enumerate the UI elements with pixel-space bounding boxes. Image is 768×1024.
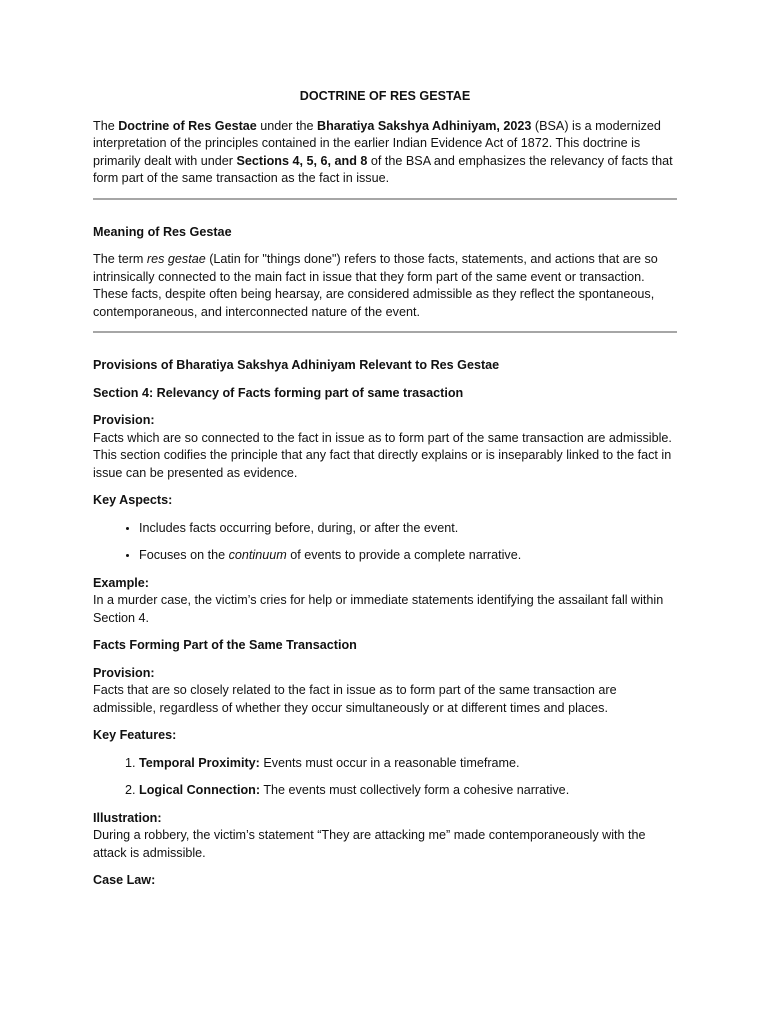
provision-label: Provision: [93,413,155,427]
intro-bold-act: Bharatiya Sakshya Adhiniyam, 2023 [317,118,532,133]
intro-text: of the BSA and emphasizes the relevancy of facts that form part of the same transaction as the fact in issue. [93,153,673,185]
list-item [139,547,677,565]
illustration [93,810,677,863]
example-label: Example: [93,575,149,590]
list-item: • Includes facts occurring before, during, or after the event. [139,520,677,538]
list-item-italic: continuum [228,548,287,562]
same-transaction-provision [93,665,677,718]
provision-text: Facts which are so connected to the fact in issue as to form part of the same transaction are admissible. This section codifies the principle that any fact that directly explains or is inseparably linked to the fact in issue can be presented as evidence. [93,430,672,480]
intro-text: under the [256,118,317,133]
list-item [139,755,677,773]
list-item-text: The events must collectively form a cohesive narrative. [260,783,570,797]
list-item-text: Focuses on the [139,548,229,562]
meaning-text: (Latin for "things done") refers to those facts, statements, and actions that are so intrinsically connected to the main fact in issue that they form part of the same event or transaction. These facts, despite often being hearsay, are considered admissible as they reflect the spontaneous, contemporaneous, and interconnected nature of the event. [93,252,658,319]
case-law-label: Case Law: [93,873,156,887]
intro-bold-doctrine: Doctrine of Res Gestae [118,118,257,133]
provision-label: Provision: [93,665,155,680]
list-item [139,782,677,800]
example-text: In a murder case, the victim’s cries for help or immediate statements identifying the assailant fall within Section 4. [93,593,664,625]
illustration-text: During a robbery, the victim’s statement “They are attacking me” made contemporaneously with the attack is admissible. [93,828,646,860]
list-item-bold: Logical Connection: [139,783,261,797]
meaning-paragraph [93,251,677,321]
key-aspects-list [93,520,677,565]
meaning-text: The term [93,252,147,266]
illustration-label: Illustration: [93,810,162,825]
spacer [93,333,677,357]
list-item-bold: Temporal Proximity: [139,755,260,770]
same-transaction-heading: Facts Forming Part of the Same Transaction [93,638,357,652]
list-item-text: Events must occur in a reasonable timeframe. [259,755,520,770]
intro-text: (BSA) is a modernized interpretation of the principles contained in the earlier Indian Evidence Act of 1872. This doctrine is primarily dealt with under [93,118,661,168]
document-title: DOCTRINE OF RES GESTAE [299,89,471,103]
provisions-heading: Provisions of Bharatiya Sakshya Adhiniyam Relevant to Res Gestae [93,358,500,372]
section4-heading: Section 4: Relevancy of Facts forming part of same trasaction [93,385,464,400]
meaning-heading: Meaning of Res Gestae [93,224,232,239]
intro-text: The [93,118,119,133]
spacer [93,200,677,224]
section4-example [93,575,677,628]
key-features-label: Key Features: [93,728,177,742]
list-item-text: of events to provide a complete narrative. [286,548,522,562]
intro-bold-sections: Sections 4, 5, 6, and 8 [236,153,368,168]
document-page [93,80,677,900]
meaning-italic-term: res gestae [146,252,206,266]
provision-text: Facts that are so closely related to the fact in issue as to form part of the same transaction are admissible, regardless of whether they occur simultaneously or at different times and places. [93,683,617,715]
key-features-list [93,755,677,800]
key-aspects-label: Key Aspects: [93,493,173,507]
section4-provision [93,412,677,482]
intro-paragraph [93,118,677,188]
